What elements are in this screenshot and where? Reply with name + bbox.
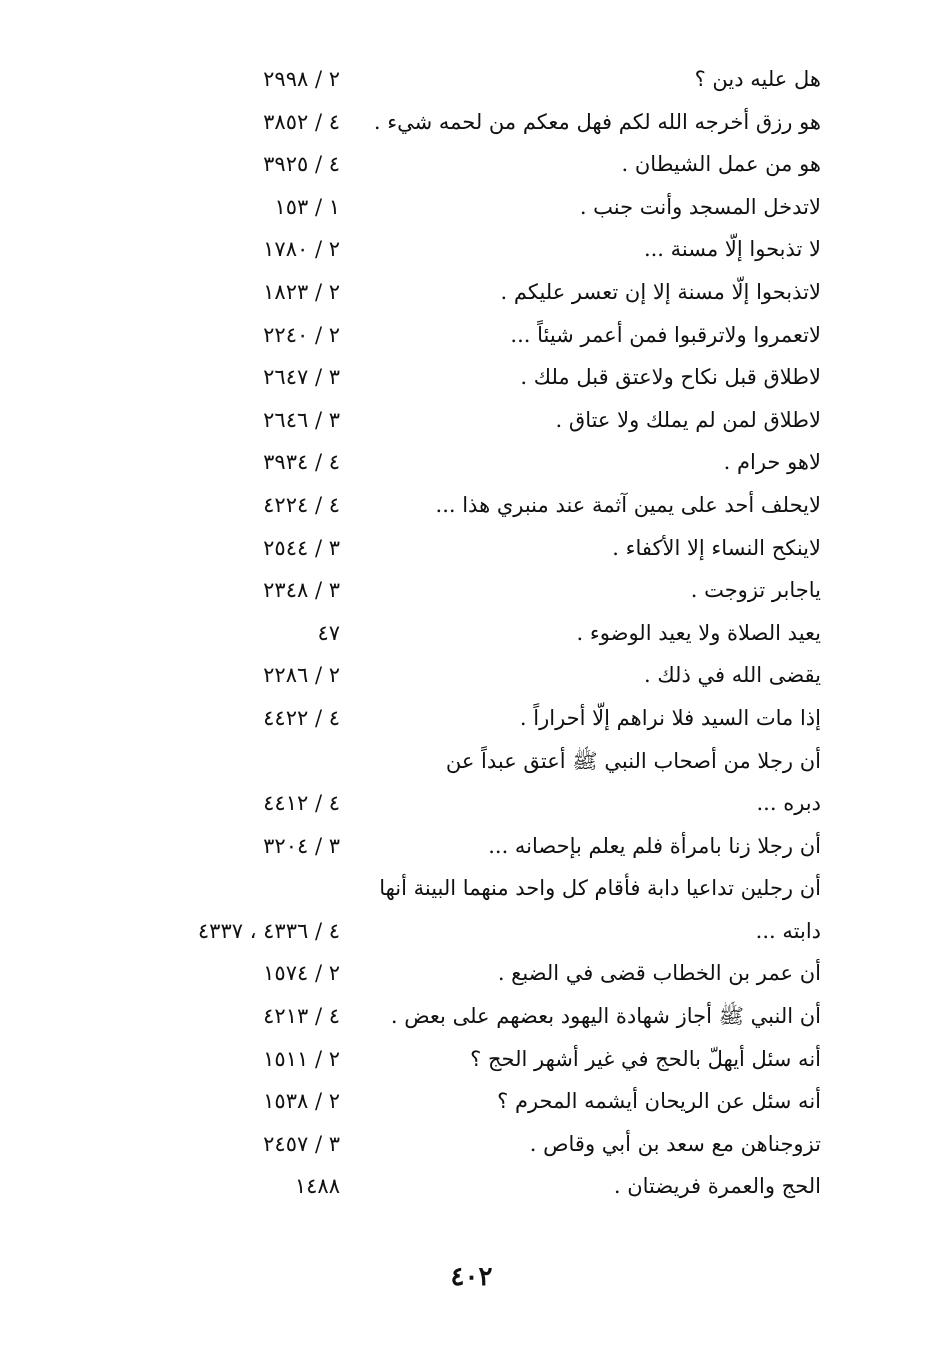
index-entry <box>0 1125 943 1168</box>
entry-reference: ٤٧ <box>317 620 340 645</box>
index-entry <box>0 699 943 742</box>
entry-reference: ٢ / ٢٩٩٨ <box>263 67 340 91</box>
index-entry <box>0 103 943 146</box>
index-entry <box>0 443 943 486</box>
index-entry <box>0 145 943 188</box>
entry-reference: ٣ / ٢٤٥٧ <box>263 1131 340 1156</box>
entry-reference: ٤ / ٤٢٢٤ <box>263 492 340 517</box>
entry-text: أنه سئل أيهلّ بالحج في غير أشهر الحج ؟ <box>470 1046 821 1071</box>
entry-reference: ٢ / ١٥٣٨ <box>263 1089 340 1114</box>
index-entry <box>0 273 943 316</box>
entry-reference: ٤ / ٤٤١٢ <box>263 791 340 816</box>
entry-text: هو رزق أخرجه الله لكم فهل معكم من لحمه شيء . <box>373 109 821 134</box>
hadith-index-list <box>0 60 943 1210</box>
entry-text: أن رجلين تداعيا دابة فأقام كل واحد منهما البينة أنها <box>379 876 821 901</box>
index-entry <box>0 486 943 529</box>
index-entry <box>0 230 943 273</box>
index-entry <box>0 1040 943 1083</box>
entry-reference: ٣ / ٢٣٤٨ <box>263 578 340 603</box>
entry-reference: ٢ / ١٨٢٣ <box>263 279 340 304</box>
page-number: ٤٠٢ <box>450 1262 493 1292</box>
index-entry <box>0 656 943 699</box>
index-entry <box>0 742 943 785</box>
entry-text: لاطلاق لمن لم يملك ولا عتاق . <box>555 407 821 432</box>
index-entry <box>0 912 943 955</box>
entry-reference: ٣ / ٢٦٤٦ <box>263 407 340 432</box>
entry-text: دبره ... <box>756 791 821 816</box>
entry-reference: ٢ / ٢٢٤٠ <box>263 322 340 347</box>
index-entry <box>0 401 943 444</box>
entry-text: دابته ... <box>755 918 821 943</box>
index-entry <box>0 827 943 870</box>
index-entry <box>0 869 943 912</box>
entry-reference: ٢ / ١٥١١ <box>263 1046 340 1071</box>
index-entry <box>0 358 943 401</box>
entry-reference: ٤ / ٤٢١٣ <box>263 1004 340 1029</box>
index-entry <box>0 529 943 572</box>
index-entry <box>0 188 943 231</box>
index-entry <box>0 784 943 827</box>
index-entry <box>0 316 943 359</box>
index-entry <box>0 954 943 997</box>
entry-text: يقضى الله في ذلك . <box>644 663 821 688</box>
entry-reference: ٢ / ١٧٨٠ <box>263 237 340 262</box>
entry-text: ياجابر تزوجت . <box>690 578 821 603</box>
entry-text: لاطلاق قبل نكاح ولاعتق قبل ملك . <box>520 365 821 390</box>
entry-text: تزوجناهن مع سعد بن أبي وقاص . <box>529 1131 821 1156</box>
entry-reference: ١٤٨٨ <box>294 1174 340 1199</box>
entry-text: هل عليه دين ؟ <box>694 67 821 91</box>
entry-text: لاهو حرام . <box>723 450 821 475</box>
index-entry <box>0 997 943 1040</box>
entry-reference: ٤ / ٣٨٥٢ <box>263 109 340 134</box>
entry-text: يعيد الصلاة ولا يعيد الوضوء . <box>576 620 821 645</box>
entry-reference: ٣ / ٢٦٤٧ <box>263 365 340 390</box>
entry-text: لاتذبحوا إلّا مسنة إلا إن تعسر عليكم . <box>500 279 821 304</box>
entry-reference: ٤ / ٤٣٣٦ ، ٤٣٣٧ <box>197 918 340 943</box>
entry-reference: ٤ / ٤٤٢٢ <box>263 705 340 730</box>
entry-text: لاينكح النساء إلا الأكفاء . <box>612 535 821 560</box>
entry-text: لاتعمروا ولاترقبوا فمن أعمر شيئاً ... <box>510 322 821 347</box>
entry-text: أن رجلا من أصحاب النبي ﷺ أعتق عبداً عن <box>445 748 821 773</box>
entry-text: إذا مات السيد فلا نراهم إلّا أحراراً . <box>519 705 821 730</box>
entry-text: هو من عمل الشيطان . <box>621 152 821 177</box>
entry-reference: ٣ / ٢٥٤٤ <box>263 535 340 560</box>
entry-reference: ٤ / ٣٩٢٥ <box>263 152 340 177</box>
entry-reference: ١ / ١٥٣ <box>274 194 340 219</box>
index-entry <box>0 1167 943 1210</box>
entry-text: أن رجلا زنا بامرأة فلم يعلم بإحصانه ... <box>488 833 821 858</box>
entry-reference: ٤ / ٣٩٣٤ <box>263 450 340 475</box>
entry-text: أن عمر بن الخطاب قضى في الضبع . <box>497 961 821 986</box>
index-entry <box>0 60 943 103</box>
entry-text: لاتدخل المسجد وأنت جنب . <box>579 194 821 219</box>
entry-text: أنه سئل عن الريحان أيشمه المحرم ؟ <box>497 1089 821 1114</box>
entry-reference: ٣ / ٣٢٠٤ <box>263 833 340 858</box>
index-entry <box>0 614 943 657</box>
index-entry <box>0 571 943 614</box>
entry-text: الحج والعمرة فريضتان . <box>613 1174 821 1199</box>
entry-reference: ٢ / ٢٢٨٦ <box>263 663 340 688</box>
entry-text: لا تذبحوا إلّا مسنة ... <box>643 237 821 262</box>
entry-reference: ٢ / ١٥٧٤ <box>263 961 340 986</box>
index-entry <box>0 1082 943 1125</box>
entry-text: لايحلف أحد على يمين آثمة عند منبري هذا ... <box>435 492 821 517</box>
entry-text: أن النبي ﷺ أجاز شهادة اليهود بعضهم على بعض . <box>390 1004 821 1029</box>
